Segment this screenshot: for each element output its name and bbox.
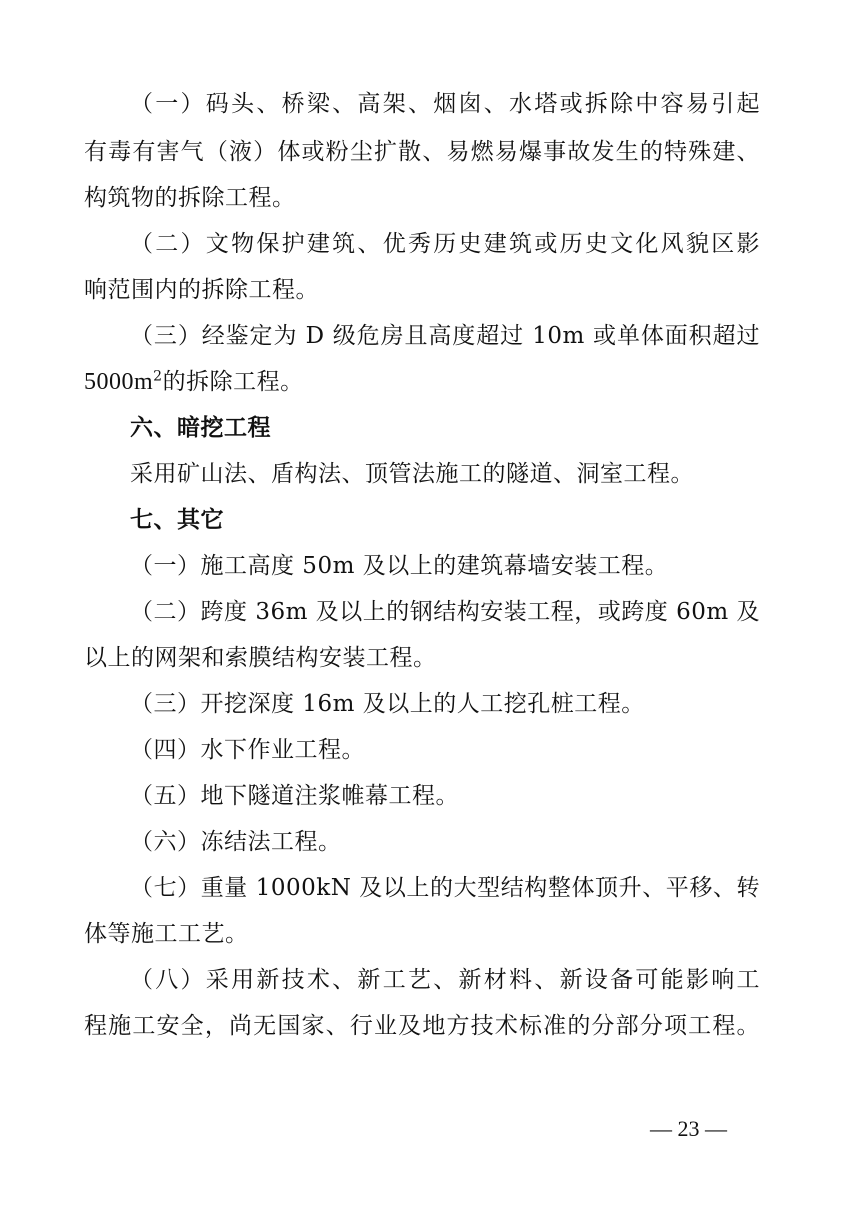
area-superscript: 2 (153, 368, 163, 385)
text-line-15: （六）冻结法工程。 (130, 829, 342, 855)
text-line-13: （四）水下作业工程。 (130, 737, 365, 763)
text-line-1: （一）码头、桥梁、高架、烟囱、水塔或拆除中容易引起 (130, 91, 760, 117)
text-line-9: （一）施工高度 50m 及以上的建筑幕墙安装工程。 (130, 553, 669, 579)
area-suffix: 的拆除工程。 (162, 369, 304, 395)
text-line-3: 构筑物的拆除工程。 (84, 185, 296, 211)
text-line-14: （五）地下隧道注浆帷幕工程。 (130, 783, 459, 809)
text-line-19: 程施工安全，尚无国家、行业及地方技术标准的分部分项工程。 (84, 1013, 760, 1039)
text-line-8: 采用矿山法、盾构法、顶管法施工的隧道、洞室工程。 (130, 461, 694, 487)
text-line-10: （二）跨度 36m 及以上的钢结构安装工程，或跨度 60m 及 (130, 599, 760, 625)
section-heading-six: 六、暗挖工程 (130, 415, 271, 441)
text-line-4: （二）文物保护建筑、优秀历史建筑或历史文化风貌区影 (130, 231, 760, 257)
text-line-7 (84, 366, 760, 398)
area-value: 5000m (84, 369, 154, 395)
text-line-2: 有毒有害气（液）体或粉尘扩散、易燃易爆事故发生的特殊建、 (84, 139, 760, 165)
text-line-17: 体等施工工艺。 (84, 921, 249, 947)
text-line-18: （八）采用新技术、新工艺、新材料、新设备可能影响工 (130, 967, 760, 993)
text-line-11: 以上的网架和索膜结构安装工程。 (84, 645, 437, 671)
text-line-12: （三）开挖深度 16m 及以上的人工挖孔桩工程。 (130, 691, 645, 717)
text-line-5: 响范围内的拆除工程。 (84, 277, 319, 303)
section-heading-seven: 七、其它 (130, 507, 224, 533)
text-line-16: （七）重量 1000kN 及以上的大型结构整体顶升、平移、转 (130, 875, 760, 901)
page-number: — 23 — (650, 1116, 727, 1141)
text-line-6: （三）经鉴定为 D 级危房且高度超过 10m 或单体面积超过 (130, 323, 760, 349)
